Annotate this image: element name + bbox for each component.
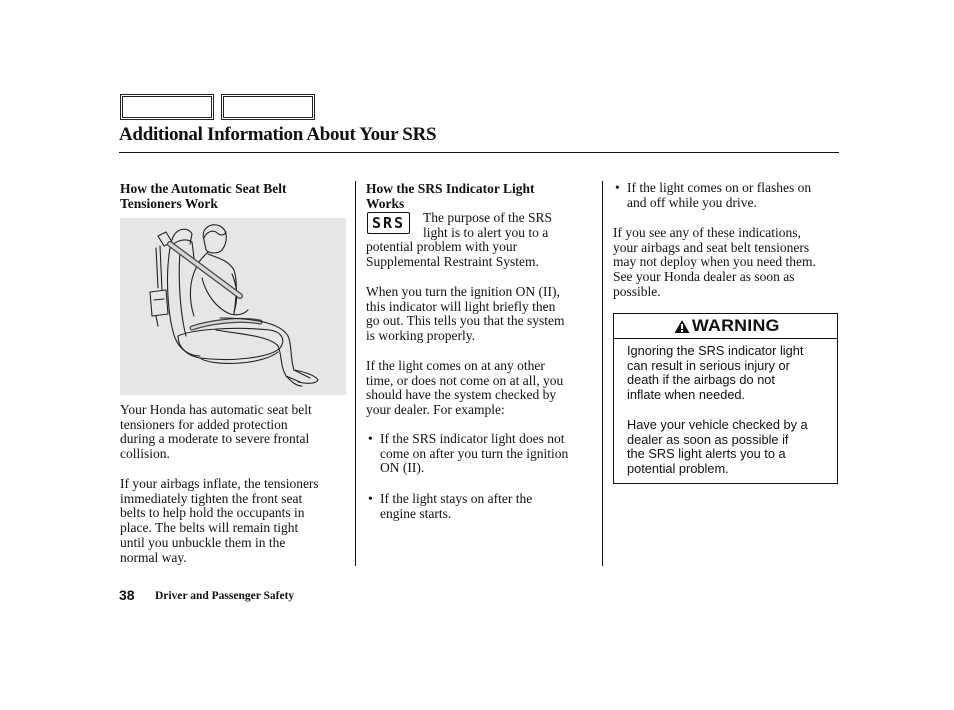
header-tab-box-2 xyxy=(221,94,315,120)
page-title: Additional Information About Your SRS xyxy=(119,124,437,145)
warning-text-2: Have your vehicle checked by a dealer as soon as possible if the SRS light alerts you to a potential problem. xyxy=(627,417,808,476)
page-number: 38 xyxy=(119,587,135,603)
middle-bullet-2: • If the light stays on after the engine starts. xyxy=(366,492,532,521)
middle-paragraph-3: If the light comes on at any other time, or does not come on at all, you should have the system checked by your dealer. For example: xyxy=(366,358,564,418)
warning-triangle-icon xyxy=(674,319,690,334)
middle-intro-continued: potential problem with your Supplemental Restraint System. xyxy=(366,239,539,269)
right-paragraph: If you see any of these indications, your airbags and seat belt tensioners may not deploy when you need them. See your Honda dealer as soon as possible. xyxy=(613,225,816,299)
middle-bullet-1: • If the SRS indicator light does not come on after you turn the ignition ON (II). xyxy=(366,432,568,476)
column-divider-1 xyxy=(355,181,356,566)
left-paragraph-1: Your Honda has automatic seat belt tensioners for added protection during a moderate to severe frontal collision. xyxy=(120,402,312,462)
column-divider-2 xyxy=(602,181,603,566)
seat-belt-tensioner-illustration xyxy=(120,218,346,395)
footer-section-title: Driver and Passenger Safety xyxy=(155,590,295,602)
right-bullet: • If the light comes on or flashes on and off while you drive. xyxy=(613,181,811,210)
seated-woman-icon xyxy=(120,218,346,395)
warning-text-1: Ignoring the SRS indicator light can result in serious injury or death if the airbags do not inflate when needed. xyxy=(627,343,804,402)
warning-header xyxy=(614,314,837,339)
middle-paragraph-2: When you turn the ignition ON (II), this indicator will light briefly then go out. This tells you that the system is working properly. xyxy=(366,284,565,344)
left-heading: How the Automatic Seat Belt Tensioners Work xyxy=(120,181,287,211)
warning-label: WARNING xyxy=(691,316,780,335)
warning-box xyxy=(613,313,838,484)
srs-indicator-icon: SRS xyxy=(367,212,410,234)
middle-heading: How the SRS Indicator Light Works xyxy=(366,181,535,211)
middle-intro: The purpose of the SRS light is to alert you to a xyxy=(423,210,552,240)
header-tab-box-1 xyxy=(120,94,214,120)
left-paragraph-2: If your airbags inflate, the tensioners immediately tighten the front seat belts to help hold the occupants in place. The belts will remain tight until you unbuckle them in the normal way. xyxy=(120,476,319,565)
title-divider xyxy=(119,152,839,153)
